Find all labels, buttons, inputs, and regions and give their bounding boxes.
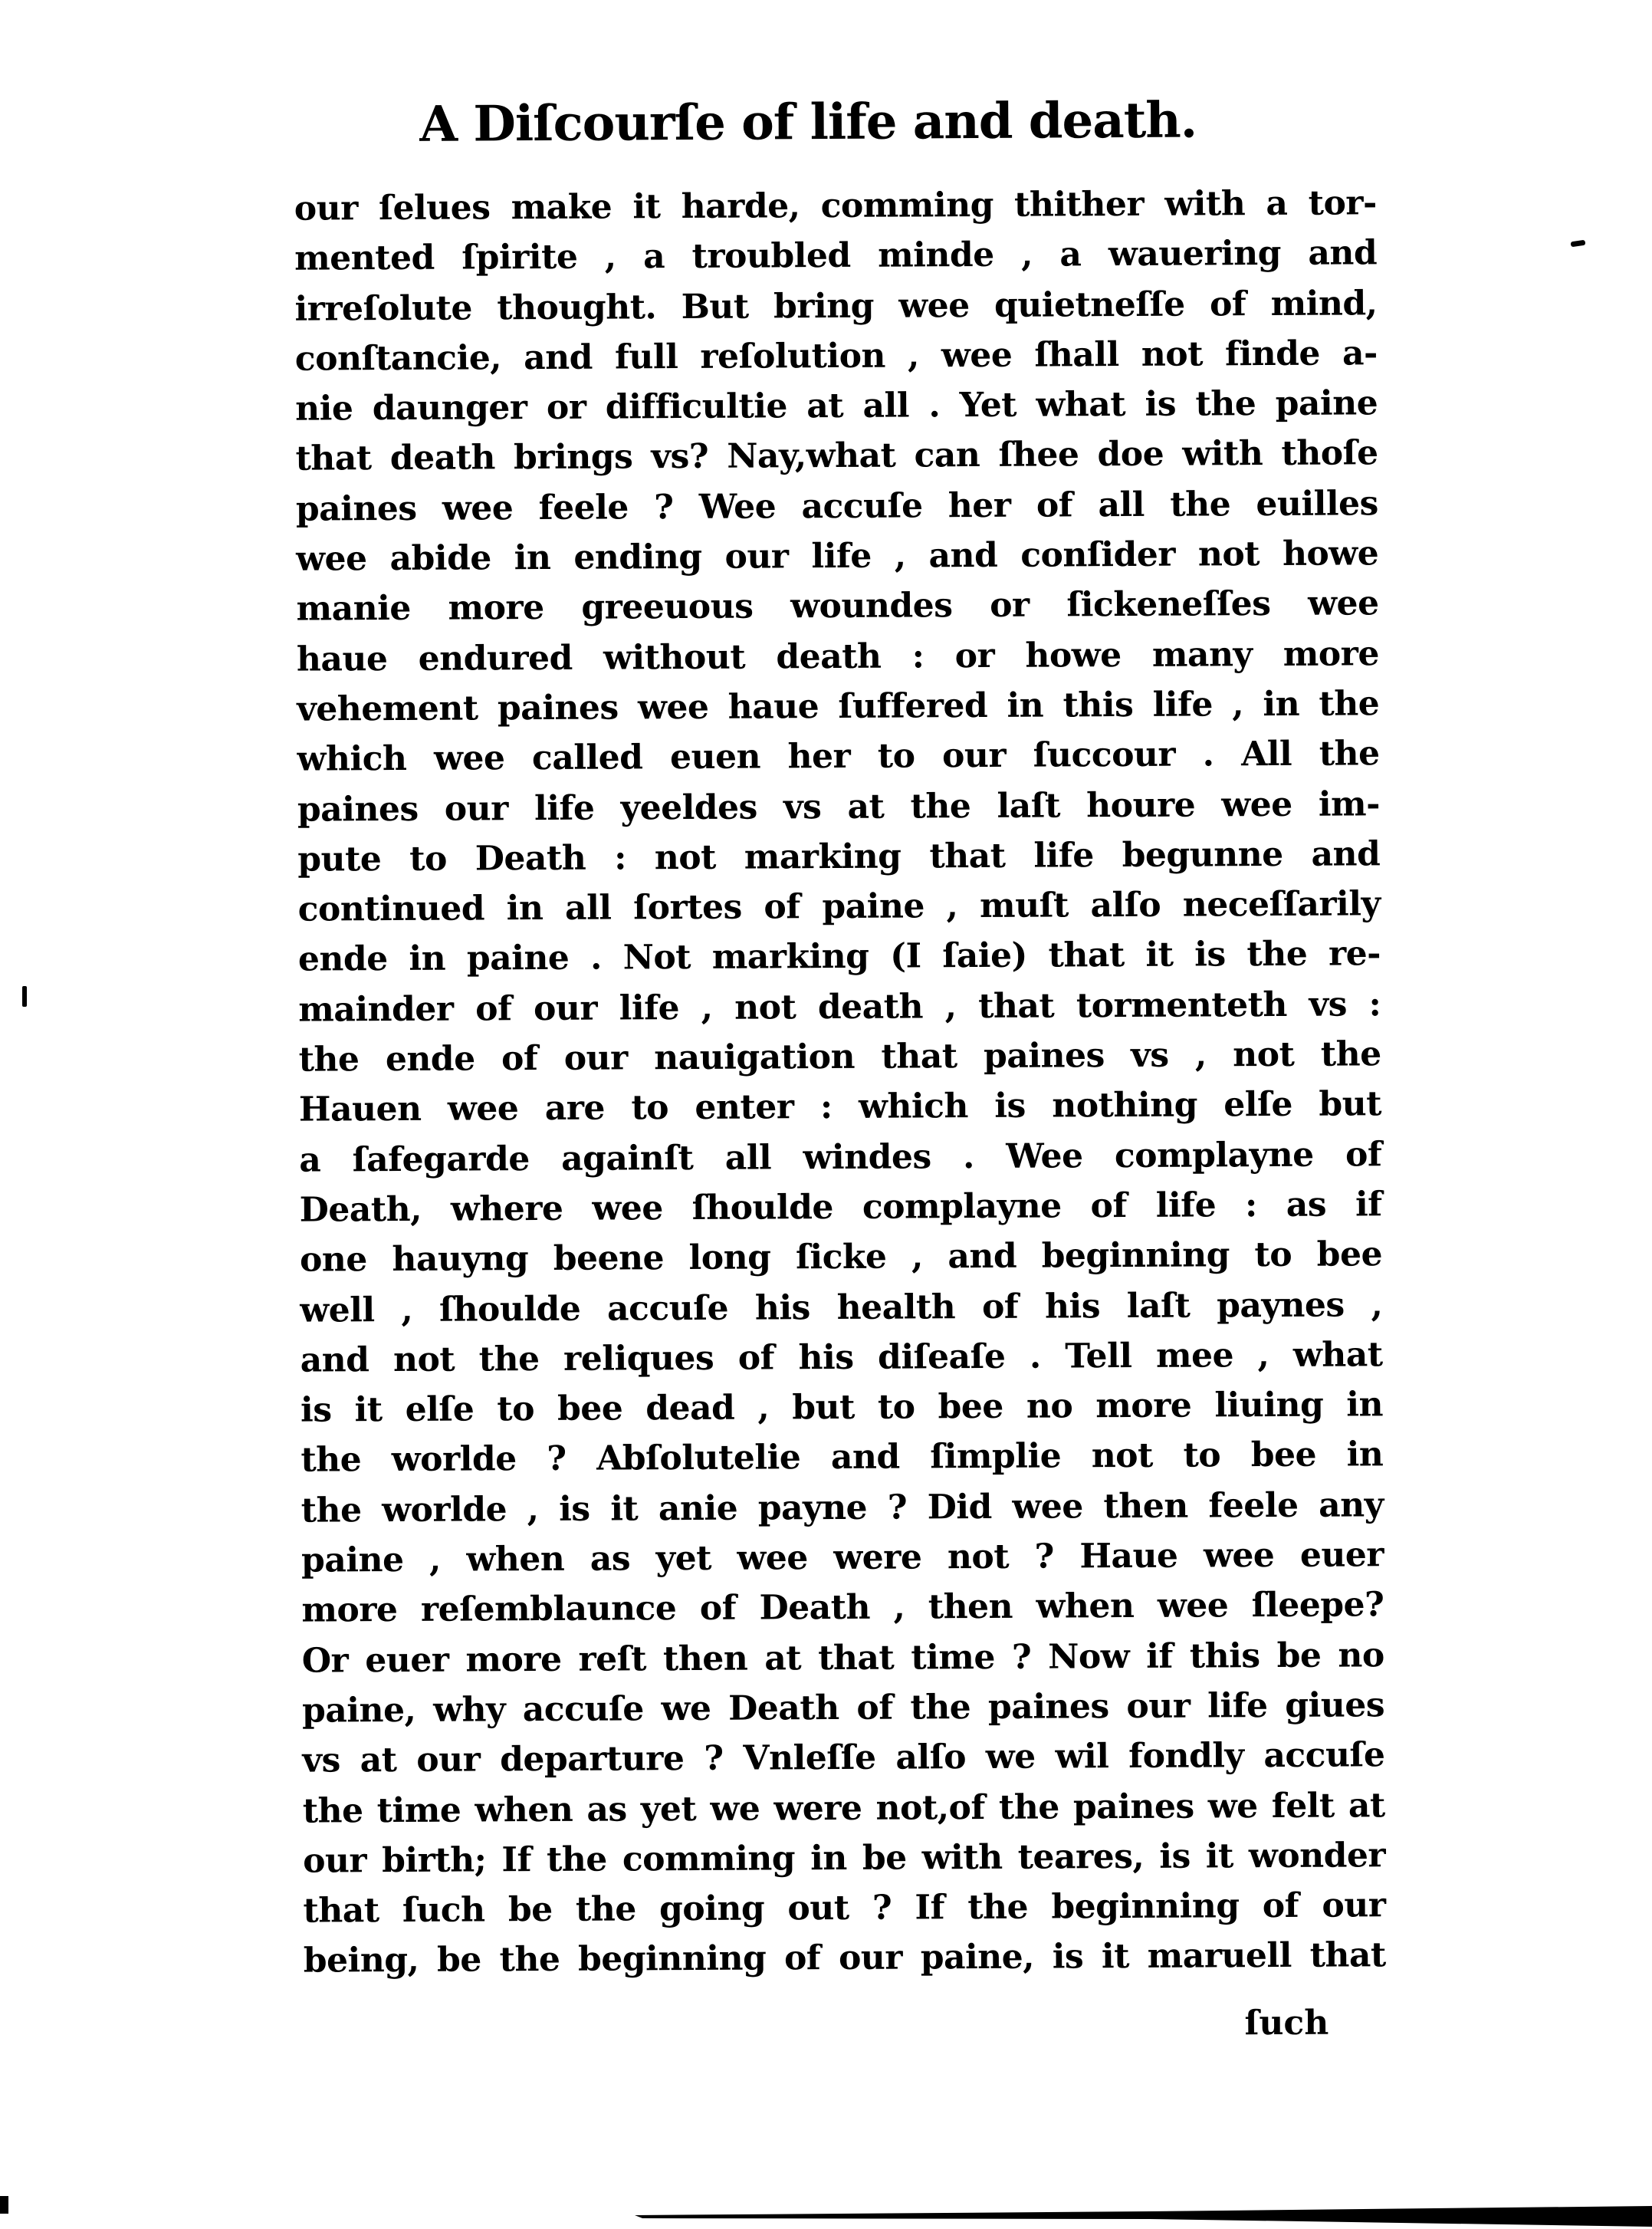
- text-line: more reſemblaunce of Death , then when wee ſleepe?: [301, 1585, 1384, 1630]
- text-line: the time when as yet we were not,of the paines we felt at: [302, 1785, 1385, 1831]
- text-line: the worlde , is it anie payne ? Did wee then feele any: [301, 1484, 1384, 1530]
- text-line: manie more greeuous woundes or ſickeneſſes wee: [296, 584, 1379, 630]
- text-line: that ſuch be the going out ? If the beginning of our: [303, 1885, 1386, 1931]
- page-title: A Diſcourſe of life and death.: [419, 91, 1197, 153]
- text-line: that death brings vs? Nay,what can ſhee doe with thoſe: [295, 433, 1378, 479]
- text-line: paines our life yeeldes vs at the laſt houre wee im-: [297, 784, 1381, 830]
- text-line: vehement paines wee haue ſuffered in this life , in the: [297, 684, 1380, 729]
- text-line: the worlde ? Abſolutelie and ſimplie not to bee in: [301, 1435, 1384, 1481]
- text-line: haue endured without death : or howe many more: [296, 633, 1380, 679]
- text-line: Death, where wee ſhoulde complayne of life : as if: [299, 1185, 1382, 1230]
- text-line: irreſolute thought. But bring wee quietneſſe of mind,: [294, 283, 1378, 329]
- text-block-wrapper: [294, 83, 1386, 2053]
- text-line: ende in paine . Not marking (I ſaie) that it is the re-: [297, 934, 1381, 980]
- text-line: wee abide in ending our life , and conſider not howe: [296, 534, 1379, 579]
- text-line: is it elſe to bee dead , but to bee no more liuing in: [300, 1385, 1384, 1430]
- text-line: continued in all ſortes of paine , muſt alſo neceſſarily: [297, 884, 1381, 929]
- text-line: vs at our departure ? Vnleſſe alſo we wil fondly accuſe: [302, 1735, 1385, 1780]
- text-line: Hauen wee are to enter : which is nothing elſe but: [298, 1084, 1382, 1130]
- text-line: well , ſhoulde accuſe his health of his laſt paynes ,: [300, 1284, 1383, 1330]
- text-line: the ende of our nauigation that paines vs , not the: [298, 1034, 1381, 1080]
- text-line: a ſafegarde againſt all windes . Wee complayne of: [299, 1134, 1382, 1180]
- text-line: one hauyng beene long ſicke , and beginning to bee: [299, 1234, 1383, 1280]
- catchword-row: [304, 1997, 1386, 2053]
- text-line: Or euer more reſt then at that time ? Now if this be no: [301, 1635, 1384, 1681]
- text-line: conſtancie, and full reſolution , wee ſhall not finde a-: [294, 334, 1378, 379]
- text-line: paine , when as yet wee were not ? Haue wee euer: [301, 1535, 1384, 1580]
- left-margin-ink-speck: [22, 986, 27, 1007]
- text-line: nie daunger or difficultie at all . Yet what is the paine: [295, 383, 1378, 429]
- text-line: mented ſpirite , a troubled minde , a wauering and: [294, 233, 1378, 278]
- text-line: being, be the beginning of our paine, is it maruell that: [303, 1935, 1386, 1981]
- body-text: [294, 178, 1386, 1986]
- text-line: which wee called euen her to our ſuccour . All the: [297, 734, 1380, 779]
- text-line: paine, why accuſe we Death of the paines our life giues: [301, 1685, 1385, 1731]
- right-margin-ink-speck: [1571, 240, 1586, 248]
- text-line: our birth; If the comming in be with teares, is it wonder: [302, 1836, 1386, 1881]
- gutter-shadow-shape: [635, 2206, 1652, 2227]
- text-line: mainder of our life , not death , that tormenteth vs :: [298, 985, 1381, 1030]
- text-line: pute to Death : not marking that life begunne and: [297, 834, 1381, 879]
- text-line: paines wee feele ? Wee accuſe her of all the euilles: [295, 484, 1378, 529]
- catchword: ſuch: [1244, 2003, 1329, 2043]
- text-line: our ſelues make it harde, comming thither with a tor-: [294, 183, 1377, 228]
- text-line: and not the reliques of his diſeaſe . Tell mee , what: [300, 1335, 1383, 1380]
- bottom-left-ink-speck: [0, 2196, 8, 2214]
